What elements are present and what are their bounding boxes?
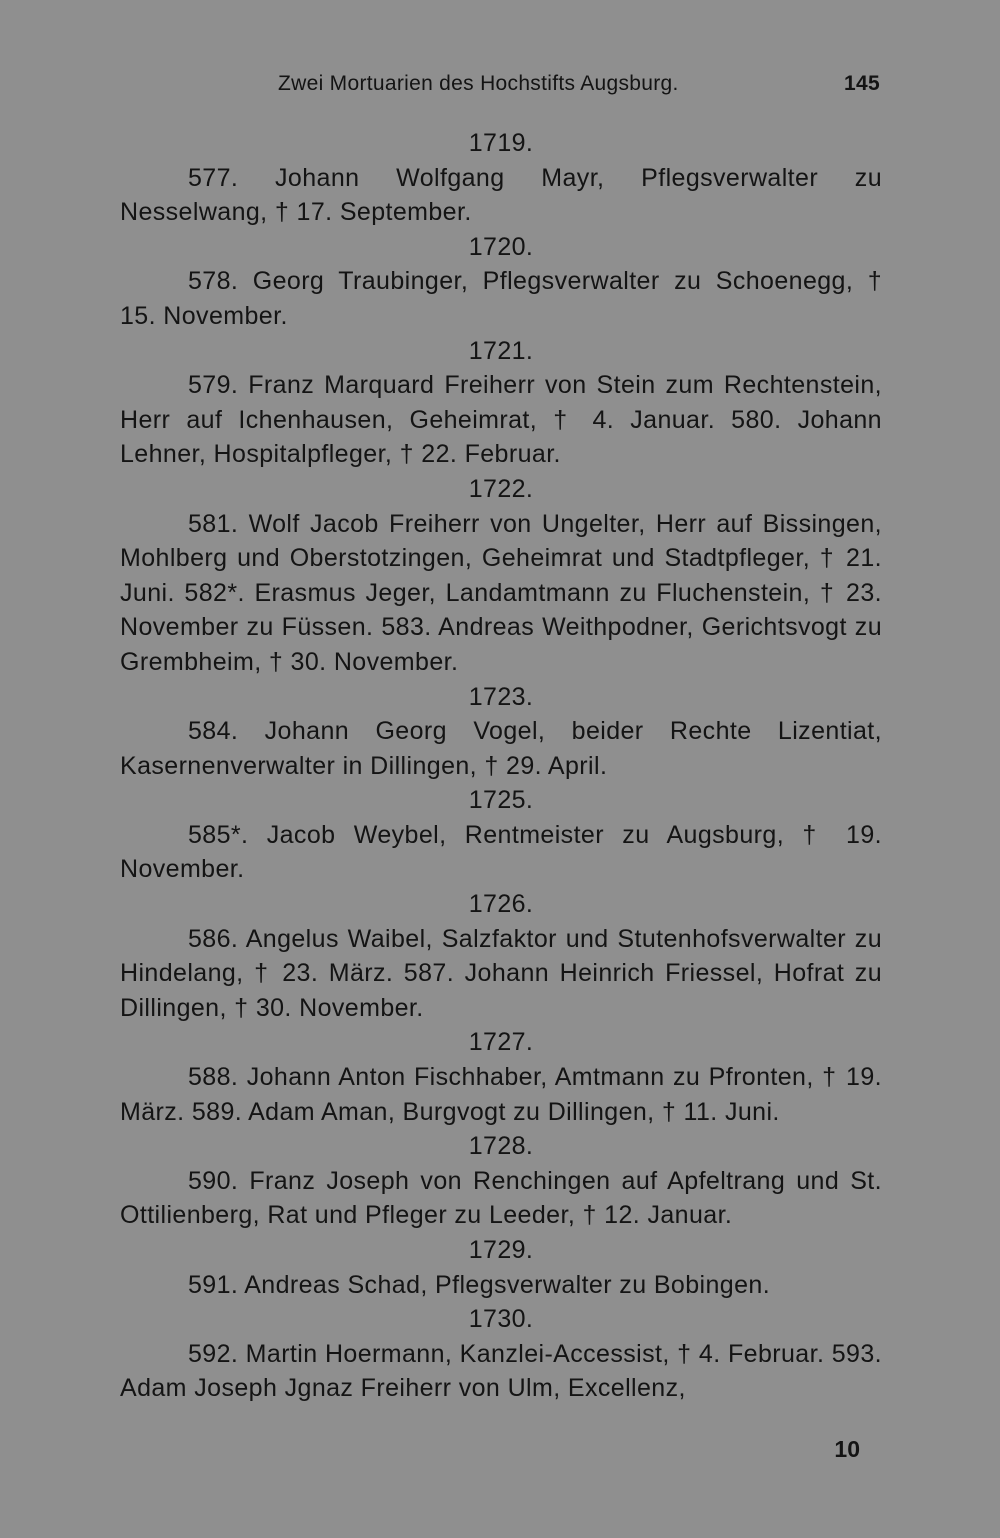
running-title: Zwei Mortuarien des Hochstifts Augsburg. — [278, 72, 679, 95]
year-heading: 1729. — [468, 1236, 534, 1264]
page-number: 145 — [844, 72, 880, 95]
entry-paragraph: 584. Johann Georg Vogel, beider Rechte Lizentiat, Kasernenverwalter in Dillingen, † 29. April. — [120, 717, 882, 780]
entry-paragraph: 579. Franz Marquard Freiherr von Stein zum Rechtenstein, Herr auf Ichenhausen, Geheimrat, † 4. Januar. 580. Johann Lehner, Hospitalpfleger, † 22. Februar. — [120, 371, 882, 469]
body-text — [120, 126, 882, 1406]
running-header — [120, 66, 880, 106]
entry-paragraph: 585*. Jacob Weybel, Rentmeister zu Augsburg, † 19. November. — [120, 820, 882, 884]
year-heading: 1730. — [468, 1305, 534, 1334]
entry-paragraph: 588. Johann Anton Fischhaber, Amtmann zu Pfronten, † 19. März. 589. Adam Aman, Burgvogt zu Dillingen, † 11. Juni. — [120, 1063, 882, 1126]
entry-paragraph: 592. Martin Hoermann, Kanzlei-Accessist, † 4. Februar. 593. Adam Joseph Jgnaz Freiherr von Ulm, Excellenz, — [120, 1339, 882, 1403]
entry-paragraph: 586. Angelus Waibel, Salzfaktor und Stutenhofsverwalter zu Hindelang, † 23. März. 587. Johann Heinrich Friessel, Hofrat zu Dillingen, † 30. November. — [120, 924, 882, 1022]
entry-paragraph: 591. Andreas Schad, Pflegsverwalter zu Bobingen. — [188, 1270, 771, 1299]
year-heading: 1722. — [468, 474, 534, 503]
entry-paragraph: 581. Wolf Jacob Freiherr von Ungelter, Herr auf Bissingen, Mohlberg und Oberstotzingen, Geheimrat und Stadtpfleger, † 21. Juni. 582*. Erasmus Jeger, Landamtmann zu Fluchenstein, † 23. November zu Füssen. 583. Andreas Weithpodner, Gerichtsvogt zu Grembheim, † 30. November. — [120, 509, 882, 676]
entry-paragraph: 577. Johann Wolfgang Mayr, Pflegsverwalter zu Nesselwang, † 17. September. — [120, 163, 882, 227]
entry-paragraph: 578. Georg Traubinger, Pflegsverwalter zu Schoenegg, † 15. November. — [120, 267, 882, 330]
year-heading: 1725. — [468, 786, 534, 815]
year-heading: 1719. — [468, 129, 534, 157]
year-heading: 1721. — [468, 336, 534, 365]
entry-paragraph: 590. Franz Joseph von Renchingen auf Apfeltrang und St. Ottilienberg, Rat und Pfleger zu Leeder, † 12. Januar. — [120, 1166, 882, 1230]
year-heading: 1723. — [468, 682, 534, 711]
signature-mark: 10 — [834, 1436, 860, 1462]
year-heading: 1720. — [468, 232, 534, 261]
year-heading: 1727. — [468, 1028, 534, 1057]
year-heading: 1728. — [468, 1132, 534, 1161]
year-heading: 1726. — [468, 890, 534, 919]
